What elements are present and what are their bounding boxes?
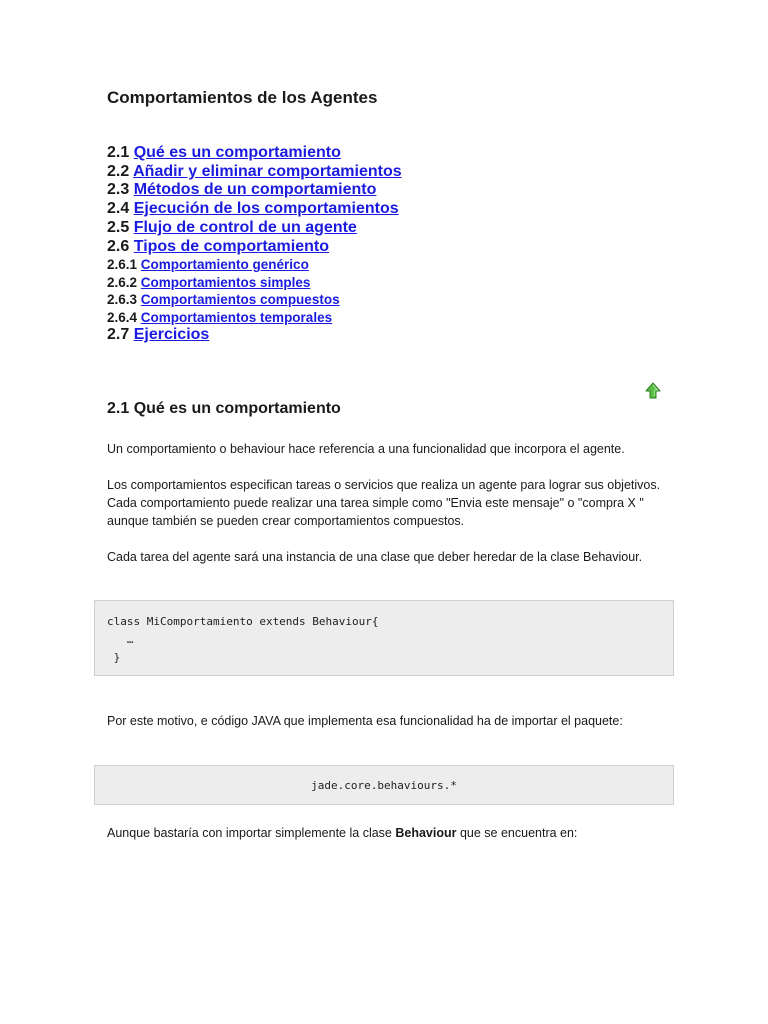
code-line: } <box>107 651 121 664</box>
toc-link-flujo-de-control[interactable]: Flujo de control de un agente <box>133 218 357 236</box>
toc-link-generico[interactable]: Comportamiento genérico <box>140 257 309 273</box>
toc-item <box>107 144 402 163</box>
paragraph: Los comportamientos especifican tareas o servicios que realiza un agente para lograr sus objetivos. Cada comportamiento puede realizar una tarea simple como "Envia este mensaje" o "compra X " aunque también se pueden crear comportamientos compuestos. <box>107 478 661 528</box>
toc-number: 2.6.2 <box>107 274 138 290</box>
page-title: Comportamientos de los Agentes <box>107 88 378 107</box>
toc-number: 2.1 <box>107 144 130 161</box>
toc-item <box>107 200 402 219</box>
code-line: class MiComportamiento extends Behaviour{ <box>107 615 379 628</box>
toc-link-anadir-y-eliminar[interactable]: Añadir y eliminar comportamientos <box>133 162 402 180</box>
toc-link-temporales[interactable]: Comportamientos temporales <box>140 309 333 325</box>
class-name: Behaviour <box>395 826 457 840</box>
paragraph: Un comportamiento o behaviour hace referencia a una funcionalidad que incorpora el agente. <box>107 442 625 456</box>
section-heading: 2.1 Qué es un comportamiento <box>107 400 341 417</box>
toc-subitem <box>107 274 402 292</box>
toc-link-simples[interactable]: Comportamientos simples <box>140 274 311 290</box>
toc-subitem <box>107 309 402 327</box>
text-segment: que se encuentra en: <box>456 826 578 840</box>
toc-item <box>107 163 402 182</box>
code-block <box>94 600 674 676</box>
toc-number: 2.3 <box>107 181 130 199</box>
toc-number: 2.6.4 <box>107 309 138 325</box>
toc-item <box>107 326 402 345</box>
toc-number: 2.6 <box>107 237 130 255</box>
paragraph: Por este motivo, e código JAVA que implementa esa funcionalidad ha de importar el paquete: <box>107 714 623 728</box>
toc-link-ejercicios[interactable]: Ejercicios <box>133 326 210 344</box>
toc-number: 2.5 <box>107 218 130 236</box>
code-block-package: jade.core.behaviours.* <box>94 765 674 805</box>
paragraph <box>107 824 667 842</box>
toc-number: 2.6.1 <box>107 257 138 273</box>
up-arrow-icon[interactable] <box>645 382 661 400</box>
code-line: … <box>107 633 134 646</box>
table-of-contents <box>107 144 402 345</box>
toc-item <box>107 219 402 238</box>
toc-link-metodos[interactable]: Métodos de un comportamiento <box>133 181 377 199</box>
toc-number: 2.6.3 <box>107 292 138 308</box>
toc-number: 2.4 <box>107 200 130 218</box>
toc-link-que-es-un-comportamiento[interactable]: Qué es un comportamiento <box>133 144 341 161</box>
toc-number: 2.7 <box>107 326 130 344</box>
toc-number: 2.2 <box>107 162 130 180</box>
toc-item <box>107 238 402 257</box>
toc-link-tipos[interactable]: Tipos de comportamiento <box>133 237 329 255</box>
toc-link-ejecucion[interactable]: Ejecución de los comportamientos <box>133 200 399 218</box>
toc-link-compuestos[interactable]: Comportamientos compuestos <box>140 292 340 308</box>
toc-subitem <box>107 291 402 309</box>
toc-item <box>107 181 402 200</box>
text-segment: Aunque bastaría con importar simplemente la clase <box>107 826 396 840</box>
paragraph: Cada tarea del agente sará una instancia de una clase que deber heredar de la clase Behaviour. <box>107 550 643 564</box>
toc-subitem <box>107 256 402 274</box>
